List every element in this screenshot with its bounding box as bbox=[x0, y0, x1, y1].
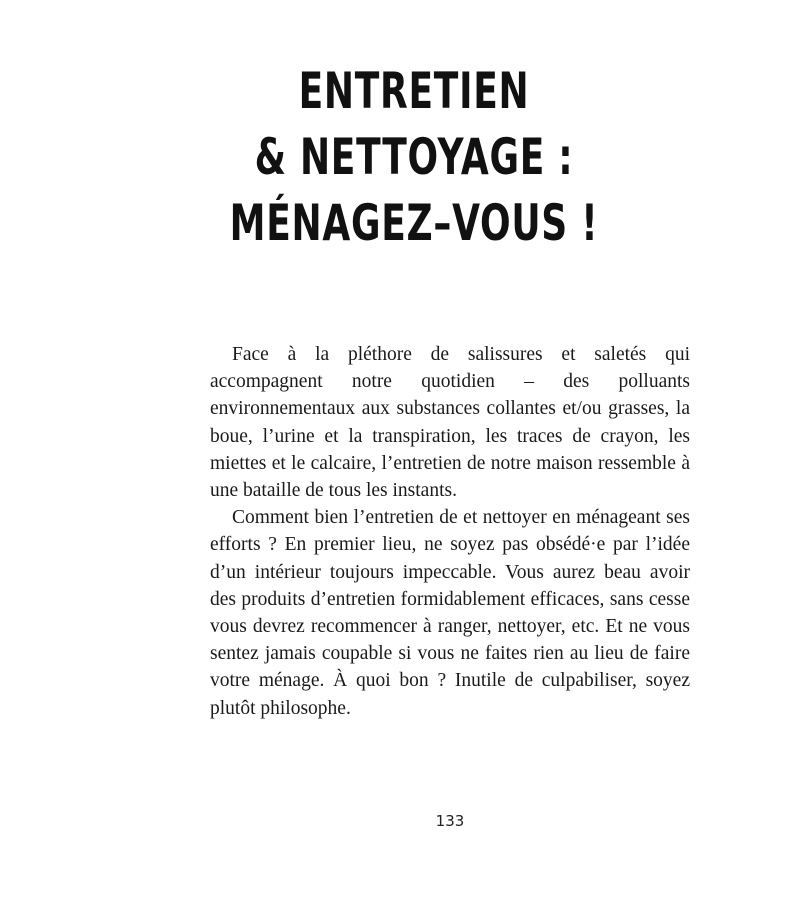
paragraph-1: Face à la pléthore de salissures et saletés qui accompagnent notre quotidien – des polluants environnementaux aux substances collantes et/ou grasses, la boue, l’urine et la transpiration, les traces de crayon, les miettes et le calcaire, l’entretien de notre maison ressemble à une bataille de tous les instants. bbox=[210, 344, 690, 502]
chapter-title-line-3: MÉNAGEZ–VOUS ! bbox=[229, 194, 599, 252]
chapter-title bbox=[126, 58, 702, 256]
paragraph-2: Comment bien l’entretien de et nettoyer en ménageant ses efforts ? En premier lieu, ne soyez pas obsédé·e par l’idée d’un intérieur toujours impeccable. Vous aurez beau avoir des produits d’entretien formidablement efficaces, sans cesse vous devrez recommencer à ranger, nettoyer, etc. Et ne vous sentez jamais coupable si vous ne faites rien au lieu de faire votre ménage. À quoi bon ? Inutile de culpabiliser, soyez plutôt philosophe. bbox=[210, 507, 690, 719]
chapter-title-line-1: ENTRETIEN bbox=[298, 62, 530, 120]
chapter-title-line-2: & NETTOYAGE : bbox=[254, 128, 574, 186]
page-number: 133 bbox=[435, 812, 465, 830]
body-text bbox=[210, 341, 690, 722]
